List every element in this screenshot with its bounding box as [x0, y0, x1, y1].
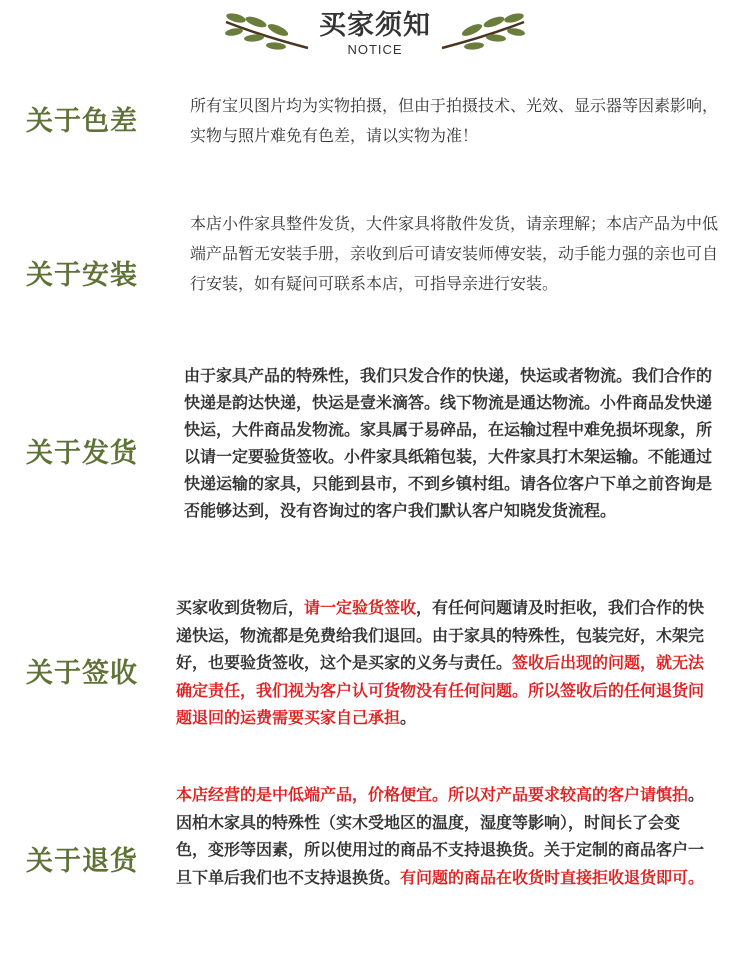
text-segment-highlight: 本店经营的是中低端产品，价格便宜。所以对产品要求较高的客户请慎拍	[176, 785, 689, 804]
section-label-receipt: 关于签收	[26, 658, 138, 689]
leaf-branch-left-icon	[222, 8, 310, 56]
text-segment: 。因柏木家具的特殊性（实木受地区的温度，湿度等影响），时间长了会变色，变形等因素，所以使用过的商品不支持退换货。关于定制的商品客户一旦下单后我们也不支持退换货。	[176, 785, 705, 887]
text-segment: ，有任何问题请及时拒收，我们合作的快递快运，物流都是免费给我们退回。由于家具的特殊性，包装完好，木架完好，也要验货签收，这个是买家的义务与责任。	[176, 598, 705, 672]
text-segment: 。	[400, 708, 417, 727]
text-segment: 所有宝贝图片均为实物拍摄，但由于拍摄技术、光效、显示器等因素影响，实物与照片难免有色差，请以实物为准！	[190, 96, 719, 145]
section-label-installation: 关于安装	[26, 260, 138, 291]
section-text-returns	[176, 781, 708, 891]
section-text-receipt	[176, 594, 708, 732]
section-label-color-difference: 关于色差	[26, 106, 138, 137]
page-subtitle: NOTICE	[347, 42, 403, 57]
section-label-returns: 关于退货	[26, 846, 138, 877]
leaf-branch-right-icon	[440, 8, 528, 56]
text-segment: 买家收到货物后，	[176, 598, 305, 617]
section-text-shipping	[184, 362, 716, 524]
text-segment-highlight: 有问题的商品在收货时直接拒收退货即可。	[400, 867, 705, 887]
section-text-installation	[190, 209, 718, 299]
page-title: 买家须知	[319, 10, 431, 41]
notice-header	[0, 0, 750, 70]
text-segment-highlight: 请一定验货签收	[304, 598, 417, 617]
section-label-shipping: 关于发货	[26, 438, 138, 469]
text-segment-highlight: 签收后出现的问题，就无法确定责任，我们视为客户认可货物没有任何问题。所以签收后的任何退货问题退回的运费需要买家自己承担	[176, 653, 705, 727]
section-text-color-difference	[190, 91, 718, 151]
text-segment: 由于家具产品的特殊性，我们只发合作的快递，快运或者物流。我们合作的快递是韵达快递，快运是壹米滴答。线下物流是通达物流。小件商品发快递快运，大件商品发物流。家具属于易碎品，在运输过程中难免损坏现象，所以请一定要验货签收。小件家具纸箱包装，大件家具打木架运输。不能通过快递运输的家具，只能到县市，不到乡镇村组。请各位客户下单之前咨询是否能够达到，没有咨询过的客户我们默认客户知晓发货流程。	[184, 366, 713, 520]
text-segment: 本店小件家具整件发货，大件家具将散件发货，请亲理解；本店产品为中低端产品暂无安装手册，亲收到后可请安装师傅安装，动手能力强的亲也可自行安装，如有疑问可联系本店，可指导亲进行安装。	[190, 214, 719, 293]
